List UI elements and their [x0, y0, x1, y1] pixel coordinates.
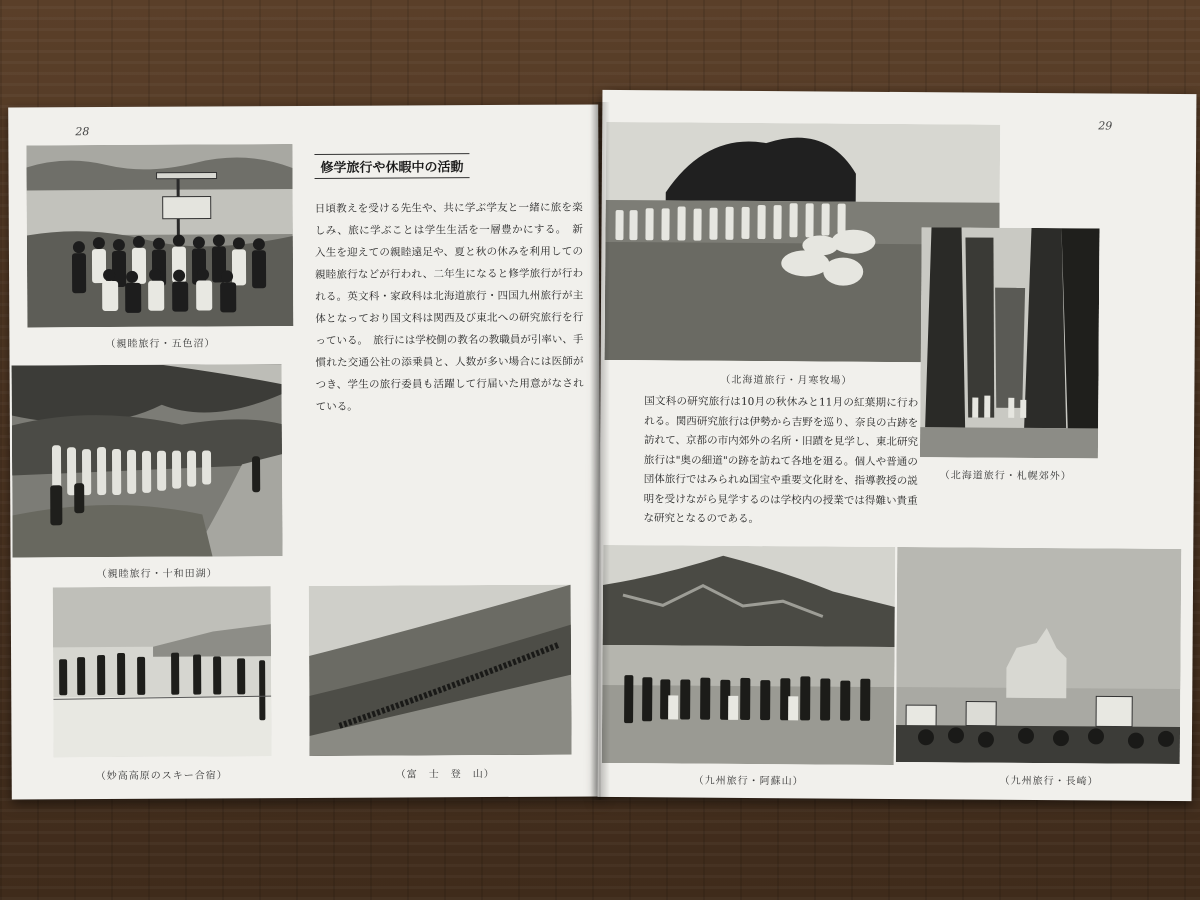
book-spine: [590, 102, 610, 800]
right-body-text: 国文科の研究旅行は10月の秋休みと11月の紅葉期に行われる。関西研究旅行は伊勢から吉野を巡り、奈良の古跡を訪れて、京都の市内郊外の名所・旧蹟を見学し、東北研究旅行は"奥の細道"の跡を訪ねて各地を廻る。個人や普通の団体旅行ではみられぬ国宝や重要文化財を、指導教授の説明を受けながら見学するのは学校内の授業では得難い貴重な研究となるのである。: [643, 395, 919, 526]
photo-mount-aso: [602, 545, 896, 765]
caption-goshikinuma: （親睦旅行・五色沼）: [105, 338, 216, 351]
left-page: [8, 104, 602, 799]
photo-towada: [12, 364, 283, 557]
nagasaki-statue-image: [896, 547, 1181, 764]
caption-ski-camp: （妙高高原のスキー合宿）: [95, 770, 228, 783]
page-number: 29: [1098, 119, 1113, 133]
photo-ski-camp: [53, 586, 272, 757]
caption-tsukisamu-ranch: （北海道旅行・月寒牧場）: [720, 374, 853, 387]
caption-sapporo-suburbs: （北海道旅行・札幌郊外）: [939, 470, 1072, 483]
ski-group-image: [53, 586, 272, 757]
caption-fuji-climb: （富 士 登 山）: [395, 769, 495, 781]
page-number: 28: [75, 125, 90, 139]
caption-mount-aso: （九州旅行・阿蘇山）: [693, 775, 804, 788]
mountain-climb-image: [309, 585, 572, 756]
photo-sapporo-suburbs: [920, 227, 1100, 458]
aso-group-image: [602, 545, 896, 765]
photo-fuji-climb: [309, 585, 572, 756]
section-heading: 修学旅行や休暇中の活動: [314, 153, 469, 179]
photo-goshikinuma: [26, 144, 293, 327]
group-walk-image: [12, 364, 283, 557]
caption-nagasaki: （九州旅行・長崎）: [999, 775, 1099, 788]
right-page: [598, 90, 1197, 801]
group-photo-image: [26, 144, 293, 327]
left-body-text: 日頃教えを受ける先生や、共に学ぶ学友と一緒に旅を楽しみ、旅に学ぶことは学生生活を一層豊かにする。 新入生を迎えての親睦遠足や、夏と秋の休みを利用しての親睦旅行などが行われ、二年生になると修学旅行が行われる。英文科・家政科は北海道旅行・四国九州旅行が主体となっており国文科は関西及び東北への研究旅行を行っている。 旅行には学校側の教名の教職員が引率い、手慣れた交通公社の添乗員と、人数が多い場合には医師がつき、学生の旅行委員も活躍して行届いた用意がなされている。: [314, 201, 584, 413]
poplar-road-image: [920, 227, 1100, 458]
photo-nagasaki: [896, 547, 1181, 764]
caption-towada: （親睦旅行・十和田湖）: [96, 568, 218, 581]
